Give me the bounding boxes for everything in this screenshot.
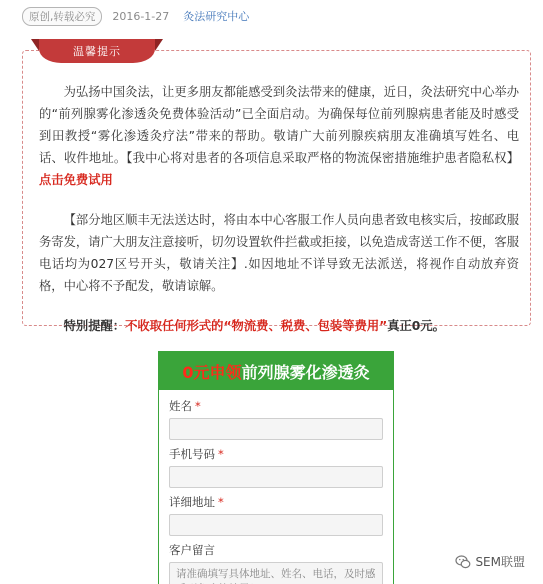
form-body [159,390,393,584]
publish-date: 2016-1-27 [112,9,170,23]
form-title-highlight: 0元申领 [182,362,242,382]
address-input[interactable] [169,514,383,536]
address-label-text: 详细地址 [169,495,215,509]
required-mark: * [218,495,224,509]
notice-paragraph-1 [39,81,519,191]
message-textarea[interactable] [169,562,383,584]
application-form [158,351,394,584]
article-meta [22,6,249,26]
address-label [169,494,383,510]
required-mark: * [218,447,224,461]
phone-input[interactable] [169,466,383,488]
phone-label-text: 手机号码 [169,447,215,461]
source-link[interactable]: 灸法研究中心 [183,10,250,23]
watermark-text: SEM联盟 [475,555,525,569]
special-reminder-suffix: 真正0元。 [387,319,445,333]
form-header [159,352,393,390]
phone-label [169,446,383,462]
name-label [169,398,383,414]
notice-paragraph-2 [39,209,519,297]
notice-box [22,45,531,333]
notice-paragraph-2-text: 【部分地区顺丰无法送达时，将由本中心客服工作人员向患者致电核实后，按邮政服务寄发，请广大朋友注意接听，切勿设置软件拦截或拒接，以免造成寄送工作不便，客服电话均为027区号开头，敬请关注】.如因地址不详导致无法派送，将视作自动放弃资格，中心将不予配发，敬请谅解。 [39,213,519,293]
original-badge: 原创,转载必究 [22,7,102,26]
message-label: 客户留言 [169,543,215,557]
name-label-text: 姓名 [169,399,192,413]
notice-paragraph-1-text: 为弘扬中国灸法，让更多朋友都能感受到灸法带来的健康，近日，灸法研究中心举办的“前列腺雾化渗透灸免费体验活动”已全面启动。为确保每位前列腺病患者能及时感受到田教授“雾化渗透灸疗法”带来的帮助。敬请广大前列腺疾病朋友准确填写姓名、电话、收件地址。【我中心将对患者的各项信息采取严格的物流保密措施维护患者隐私权】 [39,85,519,165]
wechat-icon [455,554,471,570]
form-title: 前列腺雾化渗透灸 [241,362,370,382]
free-trial-link[interactable]: 点击免费试用 [39,173,113,187]
notice-tab [39,39,155,63]
notice-body [39,81,519,337]
special-reminder [39,315,519,337]
required-mark: * [195,399,201,413]
name-input[interactable] [169,418,383,440]
watermark [455,553,525,570]
special-reminder-highlight: 不收取任何形式的“物流费、税费、包装等费用” [125,319,388,333]
notice-tab-label: 温馨提示 [73,45,121,58]
special-reminder-prefix: 特别提醒： [63,319,126,333]
